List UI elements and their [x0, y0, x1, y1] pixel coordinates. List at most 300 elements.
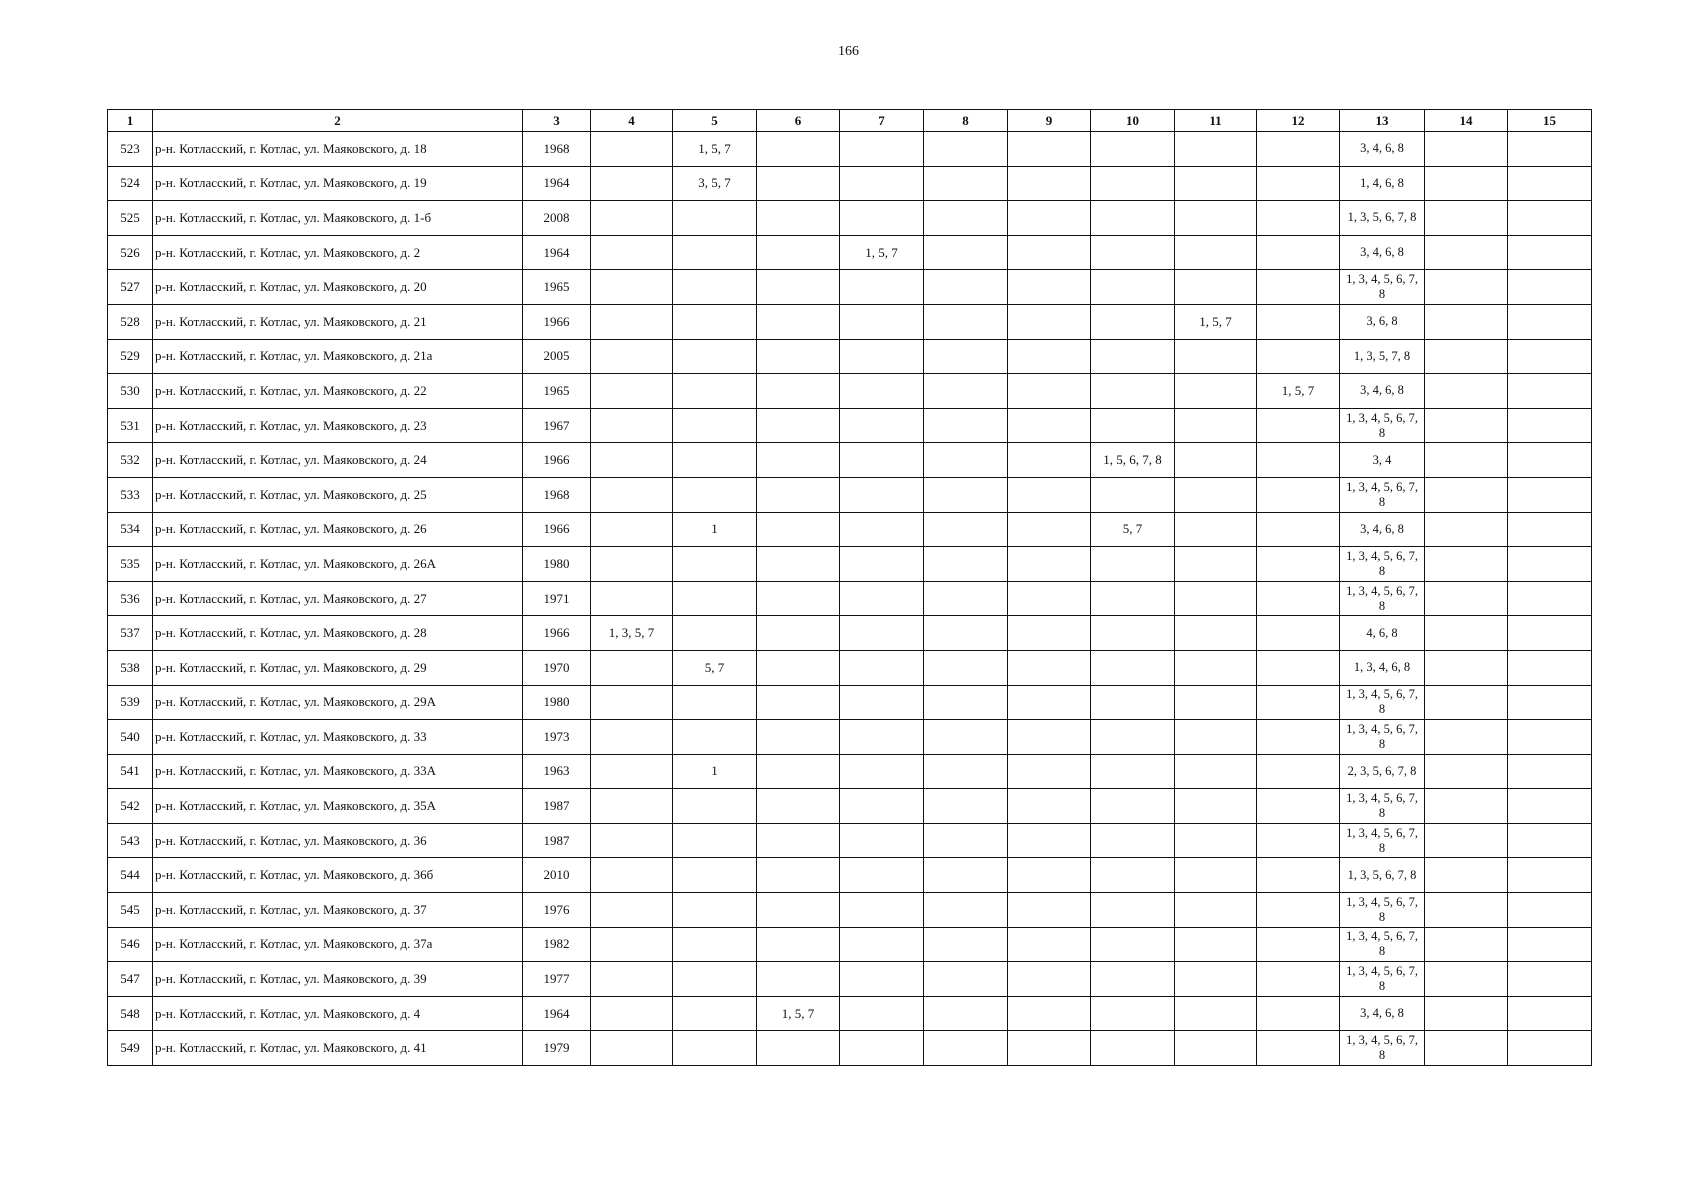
col6-cell [757, 789, 840, 824]
col9-cell [1008, 720, 1091, 755]
col5-cell [673, 858, 757, 893]
year-cell: 1964 [523, 235, 591, 270]
col10-cell [1091, 408, 1175, 443]
col12-cell [1257, 996, 1340, 1031]
column-header-1: 1 [108, 110, 153, 132]
col12-cell [1257, 270, 1340, 305]
col15-cell [1508, 235, 1592, 270]
page-number: 166 [838, 44, 859, 59]
col6-cell [757, 374, 840, 409]
col6-cell [757, 962, 840, 997]
col6-cell [757, 443, 840, 478]
row-number: 527 [108, 270, 153, 305]
col14-cell [1425, 650, 1508, 685]
col7-cell [840, 996, 924, 1031]
col8-cell [924, 996, 1008, 1031]
col13-cell: 3, 4, 6, 8 [1340, 235, 1425, 270]
col15-cell [1508, 339, 1592, 374]
col14-cell [1425, 270, 1508, 305]
col4-cell [591, 1031, 673, 1066]
col5-cell [673, 685, 757, 720]
col9-cell [1008, 893, 1091, 928]
col12-cell [1257, 650, 1340, 685]
table-row [108, 304, 1592, 339]
col12-cell [1257, 408, 1340, 443]
col5-cell [673, 201, 757, 236]
col9-cell [1008, 789, 1091, 824]
col8-cell [924, 408, 1008, 443]
col10-cell [1091, 616, 1175, 651]
col9-cell [1008, 996, 1091, 1031]
col15-cell [1508, 823, 1592, 858]
col5-cell [673, 547, 757, 582]
address-cell: р-н. Котласский, г. Котлас, ул. Маяковского, д. 2 [153, 235, 523, 270]
col6-cell [757, 754, 840, 789]
table-row [108, 996, 1592, 1031]
col10-cell [1091, 858, 1175, 893]
col6-cell [757, 408, 840, 443]
col12-cell [1257, 443, 1340, 478]
row-number: 541 [108, 754, 153, 789]
col14-cell [1425, 720, 1508, 755]
col8-cell [924, 304, 1008, 339]
address-cell: р-н. Котласский, г. Котлас, ул. Маяковского, д. 36 [153, 823, 523, 858]
year-cell: 1973 [523, 720, 591, 755]
col10-cell [1091, 304, 1175, 339]
address-cell: р-н. Котласский, г. Котлас, ул. Маяковского, д. 4 [153, 996, 523, 1031]
table-row [108, 512, 1592, 547]
col5-cell [673, 477, 757, 512]
table-row [108, 962, 1592, 997]
col6-cell [757, 304, 840, 339]
col12-cell [1257, 789, 1340, 824]
table-row [108, 201, 1592, 236]
address-cell: р-н. Котласский, г. Котлас, ул. Маяковского, д. 23 [153, 408, 523, 443]
col4-cell [591, 166, 673, 201]
address-cell: р-н. Котласский, г. Котлас, ул. Маяковского, д. 29А [153, 685, 523, 720]
col8-cell [924, 132, 1008, 167]
col4-cell [591, 235, 673, 270]
table-row [108, 858, 1592, 893]
col10-cell [1091, 581, 1175, 616]
row-number: 544 [108, 858, 153, 893]
col4-cell [591, 962, 673, 997]
col12-cell [1257, 616, 1340, 651]
col7-cell [840, 927, 924, 962]
col7-cell [840, 304, 924, 339]
row-number: 539 [108, 685, 153, 720]
table-row [108, 443, 1592, 478]
col6-cell [757, 547, 840, 582]
col14-cell [1425, 166, 1508, 201]
table-row [108, 477, 1592, 512]
address-cell: р-н. Котласский, г. Котлас, ул. Маяковского, д. 1-б [153, 201, 523, 236]
col14-cell [1425, 858, 1508, 893]
col7-cell [840, 650, 924, 685]
col7-cell [840, 443, 924, 478]
column-header-8: 8 [924, 110, 1008, 132]
col15-cell [1508, 270, 1592, 305]
col9-cell [1008, 1031, 1091, 1066]
col6-cell [757, 132, 840, 167]
col15-cell [1508, 512, 1592, 547]
col12-cell [1257, 339, 1340, 374]
col11-cell [1175, 235, 1257, 270]
col11-cell [1175, 374, 1257, 409]
col7-cell [840, 685, 924, 720]
col12-cell [1257, 201, 1340, 236]
col14-cell [1425, 893, 1508, 928]
row-number: 530 [108, 374, 153, 409]
year-cell: 1964 [523, 996, 591, 1031]
col15-cell [1508, 374, 1592, 409]
table-row [108, 616, 1592, 651]
col15-cell [1508, 201, 1592, 236]
col8-cell [924, 720, 1008, 755]
col10-cell [1091, 789, 1175, 824]
col8-cell [924, 754, 1008, 789]
row-number: 546 [108, 927, 153, 962]
col12-cell [1257, 132, 1340, 167]
address-cell: р-н. Котласский, г. Котлас, ул. Маяковского, д. 29 [153, 650, 523, 685]
col10-cell [1091, 720, 1175, 755]
col12-cell [1257, 927, 1340, 962]
col10-cell [1091, 166, 1175, 201]
address-cell: р-н. Котласский, г. Котлас, ул. Маяковского, д. 22 [153, 374, 523, 409]
col7-cell [840, 962, 924, 997]
col12-cell [1257, 1031, 1340, 1066]
column-header-11: 11 [1175, 110, 1257, 132]
col15-cell [1508, 996, 1592, 1031]
col15-cell [1508, 581, 1592, 616]
col5-cell: 1, 5, 7 [673, 132, 757, 167]
col5-cell [673, 235, 757, 270]
col9-cell [1008, 201, 1091, 236]
col11-cell [1175, 581, 1257, 616]
col6-cell [757, 166, 840, 201]
row-number: 534 [108, 512, 153, 547]
col10-cell: 5, 7 [1091, 512, 1175, 547]
col10-cell [1091, 685, 1175, 720]
column-header-4: 4 [591, 110, 673, 132]
col9-cell [1008, 477, 1091, 512]
col10-cell [1091, 1031, 1175, 1066]
col12-cell [1257, 685, 1340, 720]
row-number: 529 [108, 339, 153, 374]
col13-cell: 3, 4, 6, 8 [1340, 512, 1425, 547]
col12-cell [1257, 304, 1340, 339]
address-cell: р-н. Котласский, г. Котлас, ул. Маяковского, д. 33 [153, 720, 523, 755]
col13-cell: 3, 4 [1340, 443, 1425, 478]
col14-cell [1425, 962, 1508, 997]
col9-cell [1008, 754, 1091, 789]
col15-cell [1508, 720, 1592, 755]
col9-cell [1008, 650, 1091, 685]
address-cell: р-н. Котласский, г. Котлас, ул. Маяковского, д. 21 [153, 304, 523, 339]
col10-cell [1091, 823, 1175, 858]
col8-cell [924, 893, 1008, 928]
col4-cell [591, 547, 673, 582]
col14-cell [1425, 408, 1508, 443]
address-cell: р-н. Котласский, г. Котлас, ул. Маяковского, д. 24 [153, 443, 523, 478]
col13-cell: 1, 3, 4, 5, 6, 7, 8 [1340, 477, 1425, 512]
table-row [108, 823, 1592, 858]
col10-cell [1091, 270, 1175, 305]
col15-cell [1508, 547, 1592, 582]
col6-cell [757, 823, 840, 858]
header-row [108, 110, 1592, 132]
col7-cell [840, 581, 924, 616]
col5-cell [673, 339, 757, 374]
col13-cell: 1, 3, 4, 5, 6, 7, 8 [1340, 789, 1425, 824]
col7-cell: 1, 5, 7 [840, 235, 924, 270]
col5-cell [673, 443, 757, 478]
col14-cell [1425, 685, 1508, 720]
col14-cell [1425, 581, 1508, 616]
col11-cell [1175, 408, 1257, 443]
col7-cell [840, 201, 924, 236]
col13-cell: 3, 6, 8 [1340, 304, 1425, 339]
col10-cell [1091, 754, 1175, 789]
row-number: 532 [108, 443, 153, 478]
col9-cell [1008, 547, 1091, 582]
col11-cell [1175, 166, 1257, 201]
col12-cell [1257, 823, 1340, 858]
col4-cell [591, 132, 673, 167]
col14-cell [1425, 789, 1508, 824]
col10-cell [1091, 374, 1175, 409]
col11-cell [1175, 201, 1257, 236]
year-cell: 1966 [523, 512, 591, 547]
col8-cell [924, 512, 1008, 547]
col8-cell [924, 374, 1008, 409]
col14-cell [1425, 132, 1508, 167]
table-row [108, 374, 1592, 409]
row-number: 523 [108, 132, 153, 167]
col5-cell [673, 823, 757, 858]
col7-cell [840, 512, 924, 547]
col10-cell [1091, 201, 1175, 236]
col6-cell [757, 858, 840, 893]
col8-cell [924, 235, 1008, 270]
col10-cell [1091, 927, 1175, 962]
col15-cell [1508, 754, 1592, 789]
col4-cell [591, 789, 673, 824]
col6-cell [757, 581, 840, 616]
col6-cell [757, 927, 840, 962]
column-header-5: 5 [673, 110, 757, 132]
year-cell: 1967 [523, 408, 591, 443]
year-cell: 1977 [523, 962, 591, 997]
col13-cell: 1, 3, 4, 5, 6, 7, 8 [1340, 1031, 1425, 1066]
address-cell: р-н. Котласский, г. Котлас, ул. Маяковского, д. 18 [153, 132, 523, 167]
col5-cell: 3, 5, 7 [673, 166, 757, 201]
col14-cell [1425, 304, 1508, 339]
col9-cell [1008, 927, 1091, 962]
col8-cell [924, 650, 1008, 685]
address-cell: р-н. Котласский, г. Котлас, ул. Маяковского, д. 20 [153, 270, 523, 305]
col13-cell: 1, 3, 4, 5, 6, 7, 8 [1340, 408, 1425, 443]
col11-cell [1175, 720, 1257, 755]
col13-cell: 1, 3, 4, 5, 6, 7, 8 [1340, 720, 1425, 755]
table-row [108, 720, 1592, 755]
col8-cell [924, 789, 1008, 824]
col5-cell: 5, 7 [673, 650, 757, 685]
col7-cell [840, 616, 924, 651]
col12-cell [1257, 893, 1340, 928]
col7-cell [840, 547, 924, 582]
col4-cell [591, 374, 673, 409]
col6-cell [757, 650, 840, 685]
col15-cell [1508, 132, 1592, 167]
col7-cell [840, 1031, 924, 1066]
row-number: 547 [108, 962, 153, 997]
address-cell: р-н. Котласский, г. Котлас, ул. Маяковского, д. 25 [153, 477, 523, 512]
col11-cell [1175, 893, 1257, 928]
col5-cell [673, 962, 757, 997]
row-number: 536 [108, 581, 153, 616]
col14-cell [1425, 754, 1508, 789]
col13-cell: 4, 6, 8 [1340, 616, 1425, 651]
col6-cell [757, 235, 840, 270]
col13-cell: 3, 4, 6, 8 [1340, 132, 1425, 167]
col5-cell [673, 581, 757, 616]
col11-cell [1175, 685, 1257, 720]
col13-cell: 1, 3, 4, 5, 6, 7, 8 [1340, 893, 1425, 928]
row-number: 549 [108, 1031, 153, 1066]
col13-cell: 1, 3, 4, 5, 6, 7, 8 [1340, 581, 1425, 616]
table-row [108, 270, 1592, 305]
row-number: 545 [108, 893, 153, 928]
col8-cell [924, 477, 1008, 512]
col13-cell: 3, 4, 6, 8 [1340, 996, 1425, 1031]
col11-cell [1175, 132, 1257, 167]
col14-cell [1425, 339, 1508, 374]
table-body [108, 132, 1592, 1066]
table-row [108, 650, 1592, 685]
col14-cell [1425, 1031, 1508, 1066]
col4-cell [591, 858, 673, 893]
column-header-13: 13 [1340, 110, 1425, 132]
col12-cell [1257, 512, 1340, 547]
col9-cell [1008, 374, 1091, 409]
col5-cell: 1 [673, 512, 757, 547]
col13-cell: 1, 3, 4, 5, 6, 7, 8 [1340, 685, 1425, 720]
col4-cell [591, 512, 673, 547]
table-row [108, 408, 1592, 443]
col7-cell [840, 339, 924, 374]
col10-cell: 1, 5, 6, 7, 8 [1091, 443, 1175, 478]
col5-cell [673, 374, 757, 409]
col7-cell [840, 893, 924, 928]
year-cell: 1963 [523, 754, 591, 789]
col14-cell [1425, 477, 1508, 512]
col9-cell [1008, 132, 1091, 167]
col15-cell [1508, 650, 1592, 685]
year-cell: 2005 [523, 339, 591, 374]
column-header-9: 9 [1008, 110, 1091, 132]
col10-cell [1091, 996, 1175, 1031]
col5-cell [673, 893, 757, 928]
col9-cell [1008, 962, 1091, 997]
col13-cell: 1, 3, 4, 5, 6, 7, 8 [1340, 270, 1425, 305]
col10-cell [1091, 962, 1175, 997]
col12-cell [1257, 720, 1340, 755]
address-cell: р-н. Котласский, г. Котлас, ул. Маяковского, д. 26 [153, 512, 523, 547]
year-cell: 1980 [523, 547, 591, 582]
col10-cell [1091, 893, 1175, 928]
col6-cell [757, 720, 840, 755]
col9-cell [1008, 408, 1091, 443]
col6-cell: 1, 5, 7 [757, 996, 840, 1031]
col11-cell [1175, 547, 1257, 582]
col13-cell: 1, 3, 5, 7, 8 [1340, 339, 1425, 374]
col15-cell [1508, 927, 1592, 962]
column-header-7: 7 [840, 110, 924, 132]
row-number: 526 [108, 235, 153, 270]
table-row [108, 581, 1592, 616]
col11-cell [1175, 616, 1257, 651]
year-cell: 1987 [523, 789, 591, 824]
table-row [108, 132, 1592, 167]
col8-cell [924, 927, 1008, 962]
col4-cell [591, 754, 673, 789]
col7-cell [840, 374, 924, 409]
col9-cell [1008, 443, 1091, 478]
col10-cell [1091, 477, 1175, 512]
col4-cell [591, 408, 673, 443]
col14-cell [1425, 616, 1508, 651]
row-number: 537 [108, 616, 153, 651]
col4-cell [591, 477, 673, 512]
column-header-15: 15 [1508, 110, 1592, 132]
col8-cell [924, 201, 1008, 236]
col9-cell [1008, 685, 1091, 720]
col7-cell [840, 408, 924, 443]
col5-cell [673, 616, 757, 651]
col11-cell [1175, 754, 1257, 789]
col14-cell [1425, 235, 1508, 270]
col4-cell [591, 685, 673, 720]
year-cell: 1982 [523, 927, 591, 962]
col5-cell [673, 304, 757, 339]
col5-cell [673, 927, 757, 962]
year-cell: 1968 [523, 132, 591, 167]
col8-cell [924, 1031, 1008, 1066]
row-number: 548 [108, 996, 153, 1031]
col8-cell [924, 166, 1008, 201]
col13-cell: 1, 3, 4, 5, 6, 7, 8 [1340, 547, 1425, 582]
col14-cell [1425, 927, 1508, 962]
table-row [108, 339, 1592, 374]
col6-cell [757, 270, 840, 305]
col9-cell [1008, 581, 1091, 616]
col12-cell [1257, 858, 1340, 893]
col4-cell [591, 304, 673, 339]
col9-cell [1008, 823, 1091, 858]
col7-cell [840, 823, 924, 858]
table-row [108, 927, 1592, 962]
address-cell: р-н. Котласский, г. Котлас, ул. Маяковского, д. 37 [153, 893, 523, 928]
col14-cell [1425, 512, 1508, 547]
col5-cell [673, 996, 757, 1031]
column-header-14: 14 [1425, 110, 1508, 132]
year-cell: 1970 [523, 650, 591, 685]
col4-cell [591, 720, 673, 755]
col6-cell [757, 1031, 840, 1066]
col4-cell [591, 270, 673, 305]
col11-cell [1175, 339, 1257, 374]
